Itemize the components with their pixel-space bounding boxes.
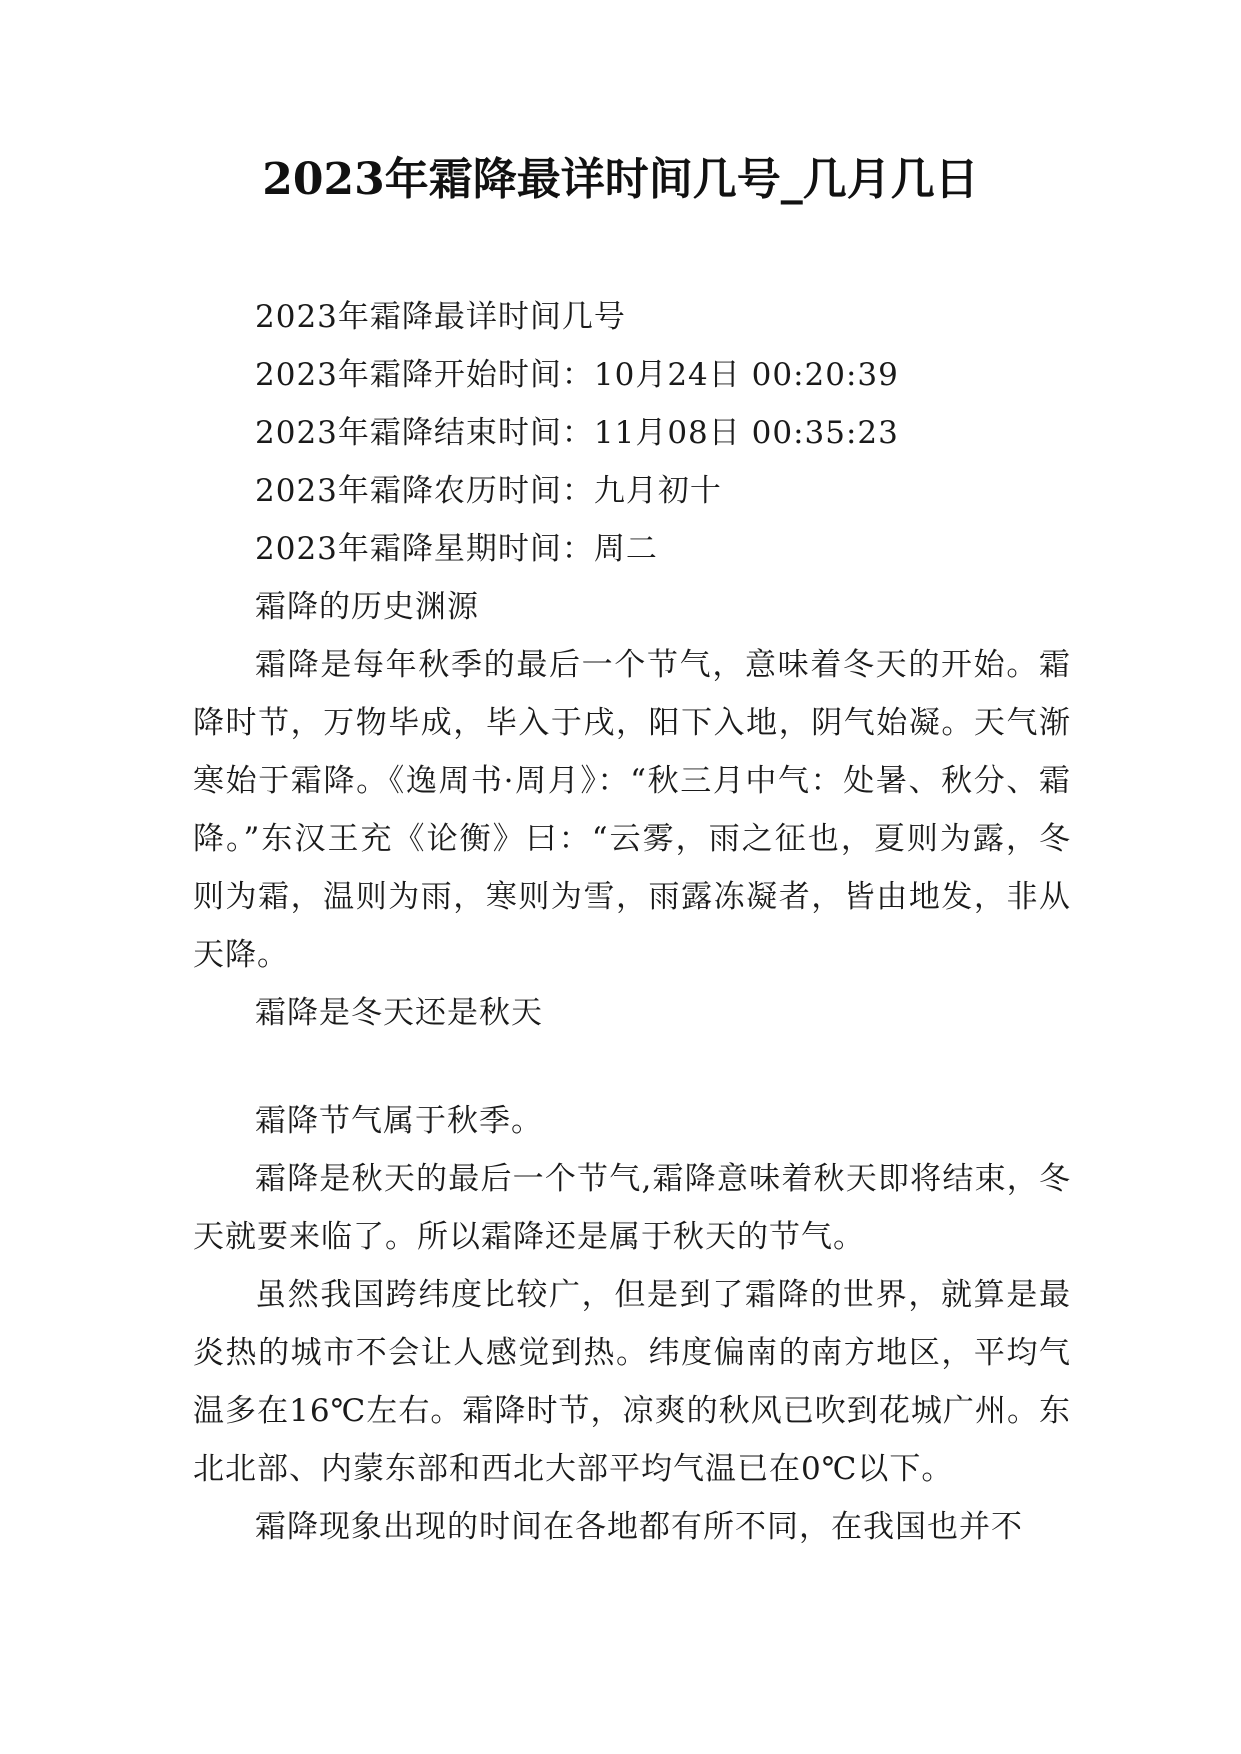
history-paragraph: 霜降是每年秋季的最后一个节气，意味着冬天的开始。霜降时节，万物毕成，毕入于戌，阳下入地，阴气始凝。天气渐寒始于霜降。《逸周书·周月》：“秋三月中气：处暑、秋分、霜降。”东汉王充《论衡》曰：“云雾，雨之征也，夏则为露，冬则为霜，温则为雨，寒则为雪，雨露冻凝者，皆由地发，非从天降。 <box>193 647 1071 973</box>
season-paragraph-3: 霜降现象出现的时间在各地都有所不同，在我国也并不 <box>255 1509 1023 1545</box>
history-heading: 霜降的历史渊源 <box>255 589 479 625</box>
document-title: 2023年霜降最详时间几号_几月几日 <box>262 154 979 205</box>
document-body <box>193 288 1071 1556</box>
season-paragraph-1: 霜降是秋天的最后一个节气,霜降意味着秋天即将结束，冬天就要来临了。所以霜降还是属于秋天的节气。 <box>193 1161 1071 1255</box>
info-start-time: 2023年霜降开始时间：10月24日 00:20:39 <box>255 357 899 393</box>
info-end-time: 2023年霜降结束时间：11月08日 00:35:23 <box>255 415 899 451</box>
season-heading: 霜降是冬天还是秋天 <box>255 995 543 1031</box>
season-paragraph-2: 虽然我国跨纬度比较广，但是到了霜降的世界，就算是最炎热的城市不会让人感觉到热。纬度偏南的南方地区，平均气温多在16℃左右。霜降时节，凉爽的秋风已吹到花城广州。东北北部、内蒙东部和西北大部平均气温已在0℃以下。 <box>193 1277 1071 1487</box>
info-lunar-date: 2023年霜降农历时间：九月初十 <box>255 473 722 509</box>
season-answer: 霜降节气属于秋季。 <box>255 1103 543 1139</box>
info-weekday: 2023年霜降星期时间：周二 <box>255 531 658 567</box>
info-heading: 2023年霜降最详时间几号 <box>255 299 626 335</box>
blank-spacer <box>193 1042 1071 1092</box>
